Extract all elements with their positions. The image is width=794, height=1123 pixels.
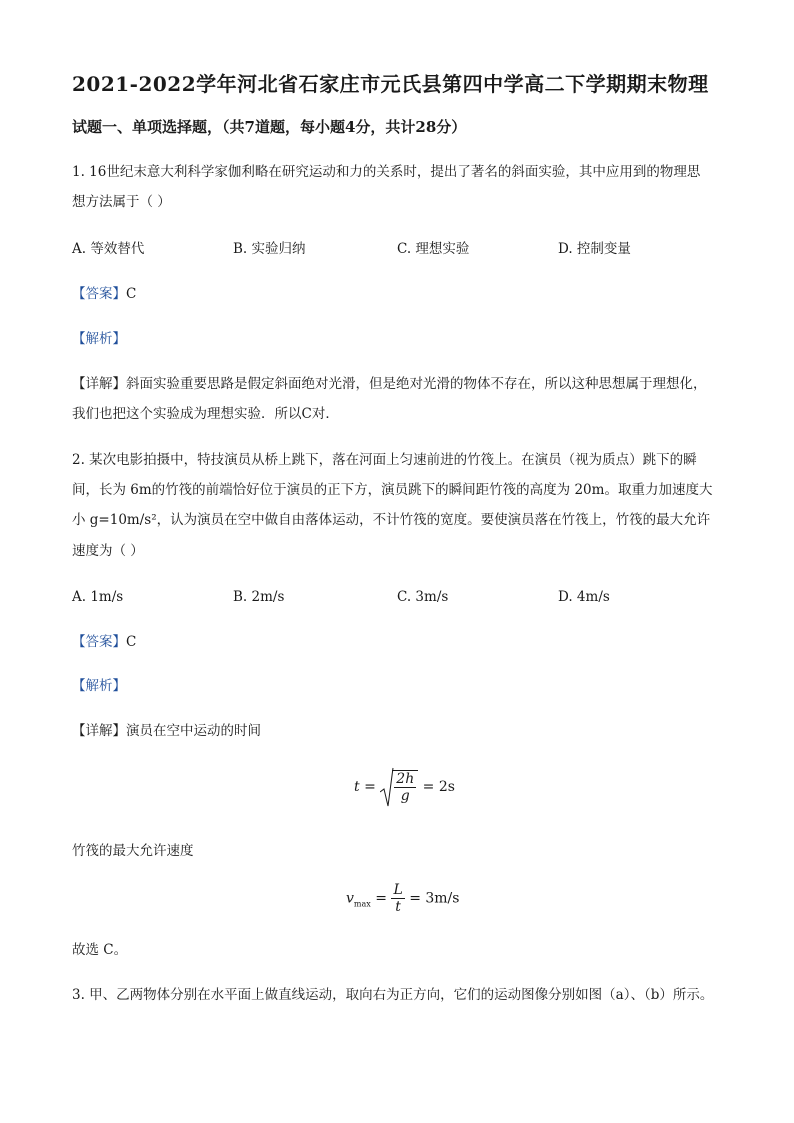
q2-stem-line2: 间，长为 6m的竹筏的前端恰好位于演员的正下方，演员跳下的瞬间距竹筏的高度为 20m。取重力加速度大 xyxy=(72,482,713,498)
q2-analysis-label: 【解析】 xyxy=(72,678,126,694)
q2-detail xyxy=(72,721,261,741)
q1-stem-line1: 1. 16世纪末意大利科学家伽利略在研究运动和力的关系时，提出了著名的斜面实验，其中应用到的物理思 xyxy=(72,164,701,180)
q1-answer xyxy=(72,284,136,304)
formula-fall-time xyxy=(354,770,455,804)
formula-subscript: max xyxy=(353,899,371,909)
q2-option-b: B. 2m/s xyxy=(233,589,285,605)
answer-value: C xyxy=(126,286,137,302)
q2-stem-line1: 2. 某次电影拍摄中，特技演员从桥上跳下，落在河面上匀速前进的竹筏上。在演员（视为质点）跳下的瞬 xyxy=(72,452,697,468)
detail-label: 【详解】 xyxy=(72,376,126,392)
formula-max-speed xyxy=(346,882,459,915)
formula-eq: = xyxy=(375,890,387,907)
q1-option-b: B. 实验归纳 xyxy=(233,241,306,257)
q1-detail-line2: 我们也把这个实验成为理想实验．所以C对． xyxy=(72,406,339,422)
formula-lhs: t xyxy=(354,779,360,795)
section-heading: 试题一、单项选择题，（共7道题，每小题4分，共计28分） xyxy=(72,118,467,136)
fraction-numerator: L xyxy=(393,882,403,898)
q1-stem-line2: 想方法属于（ ） xyxy=(72,194,171,210)
q2-stem-line4: 速度为（ ） xyxy=(72,543,144,559)
formula-lhs: v xyxy=(346,890,354,907)
formula-rhs: = 2s xyxy=(422,779,455,795)
q2-stem-line3: 小 g=10m/s²，认为演员在空中做自由落体运动，不计竹筏的宽度。要使演员落在竹筏上，竹筏的最大允许 xyxy=(72,512,711,528)
q2-option-a: A. 1m/s xyxy=(72,589,124,605)
q1-analysis-label: 【解析】 xyxy=(72,331,126,347)
q1-option-a: A. 等效替代 xyxy=(72,241,145,257)
fraction-denominator: t xyxy=(395,899,401,915)
q2-option-c: C. 3m/s xyxy=(397,589,449,605)
detail-label: 【详解】 xyxy=(72,723,126,739)
formula-rhs: = 3m/s xyxy=(409,890,460,907)
q2-option-d: D. 4m/s xyxy=(558,589,610,605)
fraction-numerator: 2h xyxy=(396,771,415,787)
sqrt-symbol xyxy=(380,770,418,804)
fraction xyxy=(394,771,416,804)
document-title: 2021-2022学年河北省石家庄市元氏县第四中学高二下学期期末物理 xyxy=(72,72,709,96)
formula-eq: = xyxy=(364,779,376,795)
answer-value: C xyxy=(126,634,137,650)
detail-text: 演员在空中运动的时间 xyxy=(126,723,261,739)
q1-detail-line1 xyxy=(72,374,707,394)
fraction xyxy=(391,882,404,915)
answer-label: 【答案】 xyxy=(72,634,126,650)
q2-answer xyxy=(72,632,136,652)
fraction-denominator: g xyxy=(400,788,410,804)
q2-text2: 竹筏的最大允许速度 xyxy=(72,843,194,859)
answer-label: 【答案】 xyxy=(72,286,126,302)
detail-text: 斜面实验重要思路是假定斜面绝对光滑，但是绝对光滑的物体不存在，所以这种思想属于理想化， xyxy=(126,376,707,392)
q3-stem-line1: 3. 甲、乙两物体分别在水平面上做直线运动，取向右为正方向，它们的运动图像分别如图（a）、（b）所示。 xyxy=(72,987,714,1003)
q1-option-c: C. 理想实验 xyxy=(397,241,470,257)
radical-sign-icon xyxy=(380,766,394,808)
q1-option-d: D. 控制变量 xyxy=(558,241,631,257)
q2-conclusion: 故选 C。 xyxy=(72,942,128,958)
